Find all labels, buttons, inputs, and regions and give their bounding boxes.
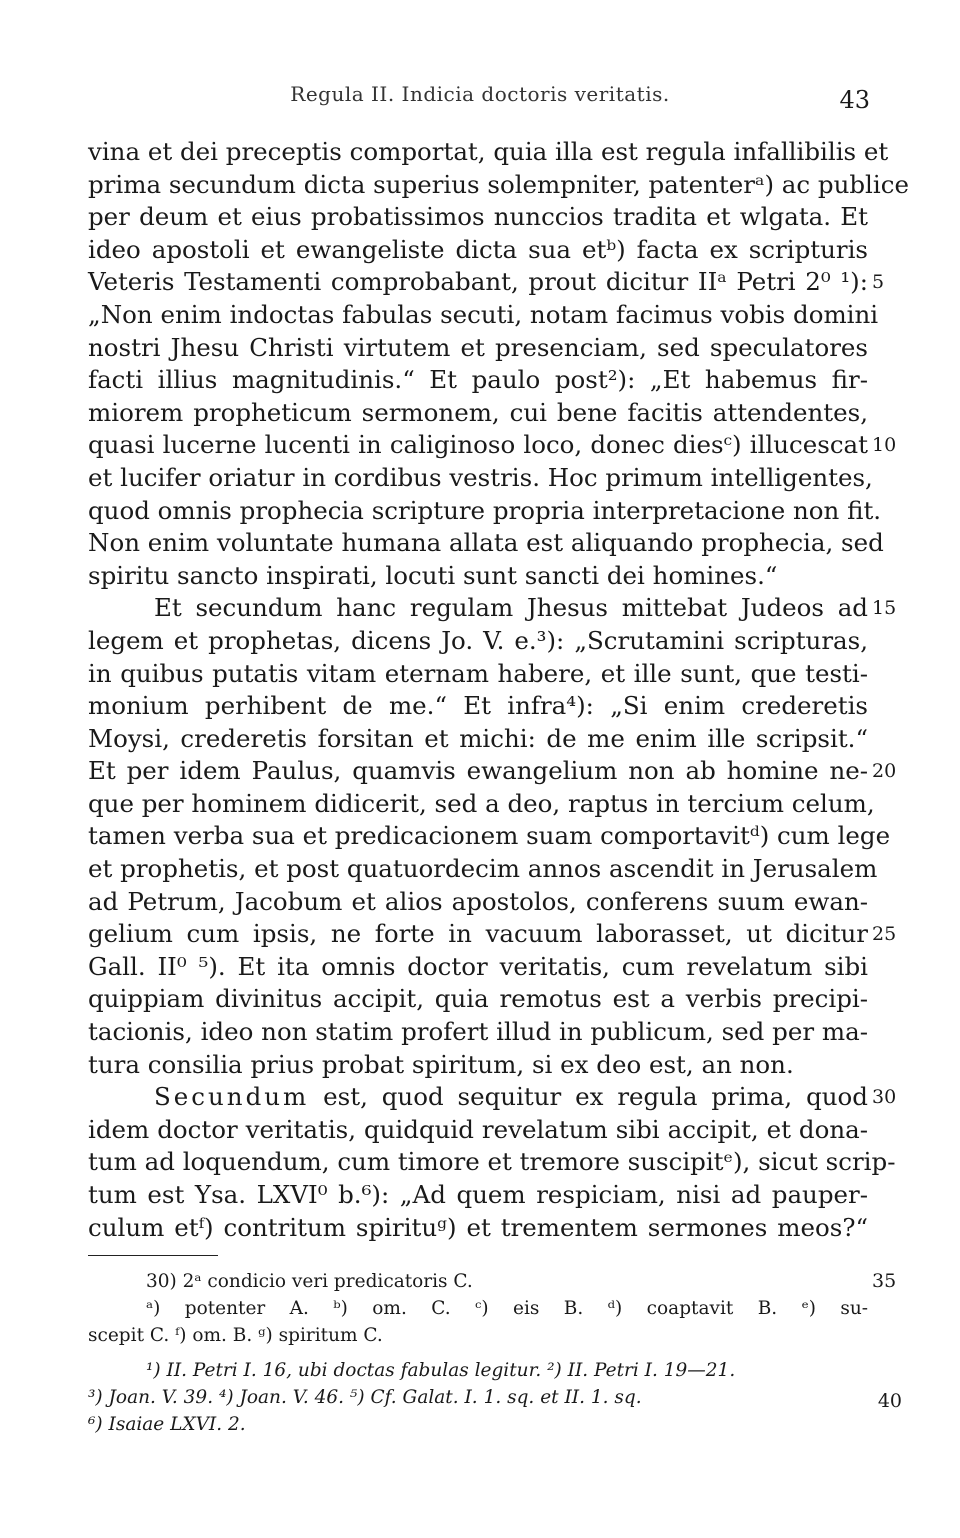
text-line: monium perhibent de me.“ Et infra⁴): „Si enim crederetis (88, 691, 868, 721)
line-number: 25 (872, 923, 897, 946)
footnote-line: ³) Joan. V. 39. ⁴) Joan. V. 46. ⁵) Cf. Galat. I. 1. sq. et II. 1. sq. (88, 1387, 642, 1408)
text-line: per deum et eius probatissimos nunccios tradita et wlgata. Et (88, 202, 868, 232)
text-line: tum ad loquendum, cum timore et tremore suscipitᵉ), sicut scrip- (88, 1147, 896, 1177)
main-text (88, 136, 909, 1244)
text-line: Gall. II⁰ ⁵). Et ita omnis doctor veritatis, cum revelatum sibi (88, 951, 868, 981)
text-line: Et per idem Paulus, quamvis ewangelium non ab homine ne- 20 (88, 755, 868, 788)
text-line: miorem propheticum sermonem, cui bene facitis attendentes, (88, 397, 868, 427)
text-line: ideo apostoli et ewangeliste dicta sua etᵇ) facta ex scripturis (88, 234, 868, 264)
running-title: Regula II. Indicia doctoris veritatis. (290, 82, 670, 106)
line-number: 20 (872, 760, 897, 783)
text-line: culum etᶠ) contritum spirituᵍ) et trementem sermones meos?“ (88, 1212, 868, 1242)
text-line: gelium cum ipsis, ne forte in vacuum laborasset, ut dicitur 25 (88, 918, 868, 951)
text-line: prima secundum dicta superius solempniter, patenterᵃ) ac publice (88, 169, 909, 199)
footnote-line: ⁶) Isaiae LXVI. 2. (88, 1414, 246, 1435)
text-line: facti illius magnitudinis.“ Et paulo post²): „Et habemus fir- (88, 365, 868, 395)
text-line: quippiam divinitus accipit, quia remotus est a verbis precipi- (88, 984, 868, 1014)
text-line: nostri Jhesu Christi virtutem et presenciam, sed speculatores (88, 332, 868, 362)
footnote-line: ¹) II. Petri I. 16, ubi doctas fabulas legitur. ²) II. Petri I. 19—21. (146, 1360, 736, 1381)
text-line: spiritu sancto inspirati, locuti sunt sancti dei homines.“ (88, 560, 778, 590)
text-line: legem et prophetas, dicens Jo. V. e.³): „Scrutamini scripturas, (88, 625, 868, 655)
text-line: et lucifer oriatur in cordibus vestris. Hoc primum intelligentes, (88, 462, 873, 492)
text-line: Secundum est, quod sequitur ex regula prima, quod 30 (88, 1081, 868, 1114)
page-number: 43 (839, 86, 870, 114)
footnote-line: scepit C. ᶠ) om. B. ᵍ) spiritum C. (88, 1325, 383, 1346)
line-number: 40 (877, 1390, 902, 1412)
footnote-divider (88, 1255, 218, 1256)
text-line: „Non enim indoctas fabulas secuti, notam facimus vobis domini (88, 299, 879, 329)
line-number: 10 (872, 434, 897, 457)
text-line: idem doctor veritatis, quidquid revelatum sibi accipit, et dona- (88, 1114, 868, 1144)
line-number: 15 (872, 597, 897, 620)
text-line: in quibus putatis vitam eternam habere, et ille sunt, que testi- (88, 658, 868, 688)
text-line: quod omnis prophecia scripture propria interpretacione non fit. (88, 495, 882, 525)
text-line: ad Petrum, Jacobum et alios apostolos, conferens suum ewan- (88, 886, 868, 916)
line-number: 30 (872, 1086, 897, 1109)
text-line: Veteris Testamenti comprobabant, prout dicitur IIᵃ Petri 2⁰ ¹): 5 (88, 266, 868, 299)
text-line: Et secundum hanc regulam Jhesus mittebat Judeos ad 15 (88, 592, 868, 625)
text-line: tura consilia prius probat spiritum, si ex deo est, an non. (88, 1049, 794, 1079)
footnote-line: ᵃ) potenter A. ᵇ) om. C. ᶜ) eis B. ᵈ) coaptavit B. ᵉ) su- (146, 1298, 868, 1319)
text-line: que per hominem didicerit, sed a deo, raptus in tercium celum, (88, 788, 875, 818)
footnote-line: 30) 2ᵃ condicio veri predicatoris C. 35 (88, 1268, 868, 1295)
running-head (0, 82, 960, 112)
text-line: Non enim voluntate humana allata est aliquando prophecia, sed (88, 528, 884, 558)
text-line: et prophetis, et post quatuordecim annos ascendit in Jerusalem (88, 854, 878, 884)
text-line: tum est Ysa. LXVI⁰ b.⁶): „Ad quem respiciam, nisi ad pauper- (88, 1180, 868, 1209)
text-line: quasi lucerne lucenti in caliginoso loco, donec diesᶜ) illucescat 10 (88, 429, 868, 462)
text-line: Moysi, crederetis forsitan et michi: de me enim ille scripsit.“ (88, 723, 868, 753)
line-number: 5 (872, 271, 885, 294)
text-line: tacionis, ideo non statim profert illud in publicum, sed per ma- (88, 1017, 868, 1047)
text-line: vina et dei preceptis comportat, quia illa est regula infallibilis et (88, 137, 889, 166)
text-line: tamen verba sua et predicacionem suam comportavitᵈ) cum lege (88, 821, 891, 851)
line-number: 35 (872, 1270, 897, 1292)
